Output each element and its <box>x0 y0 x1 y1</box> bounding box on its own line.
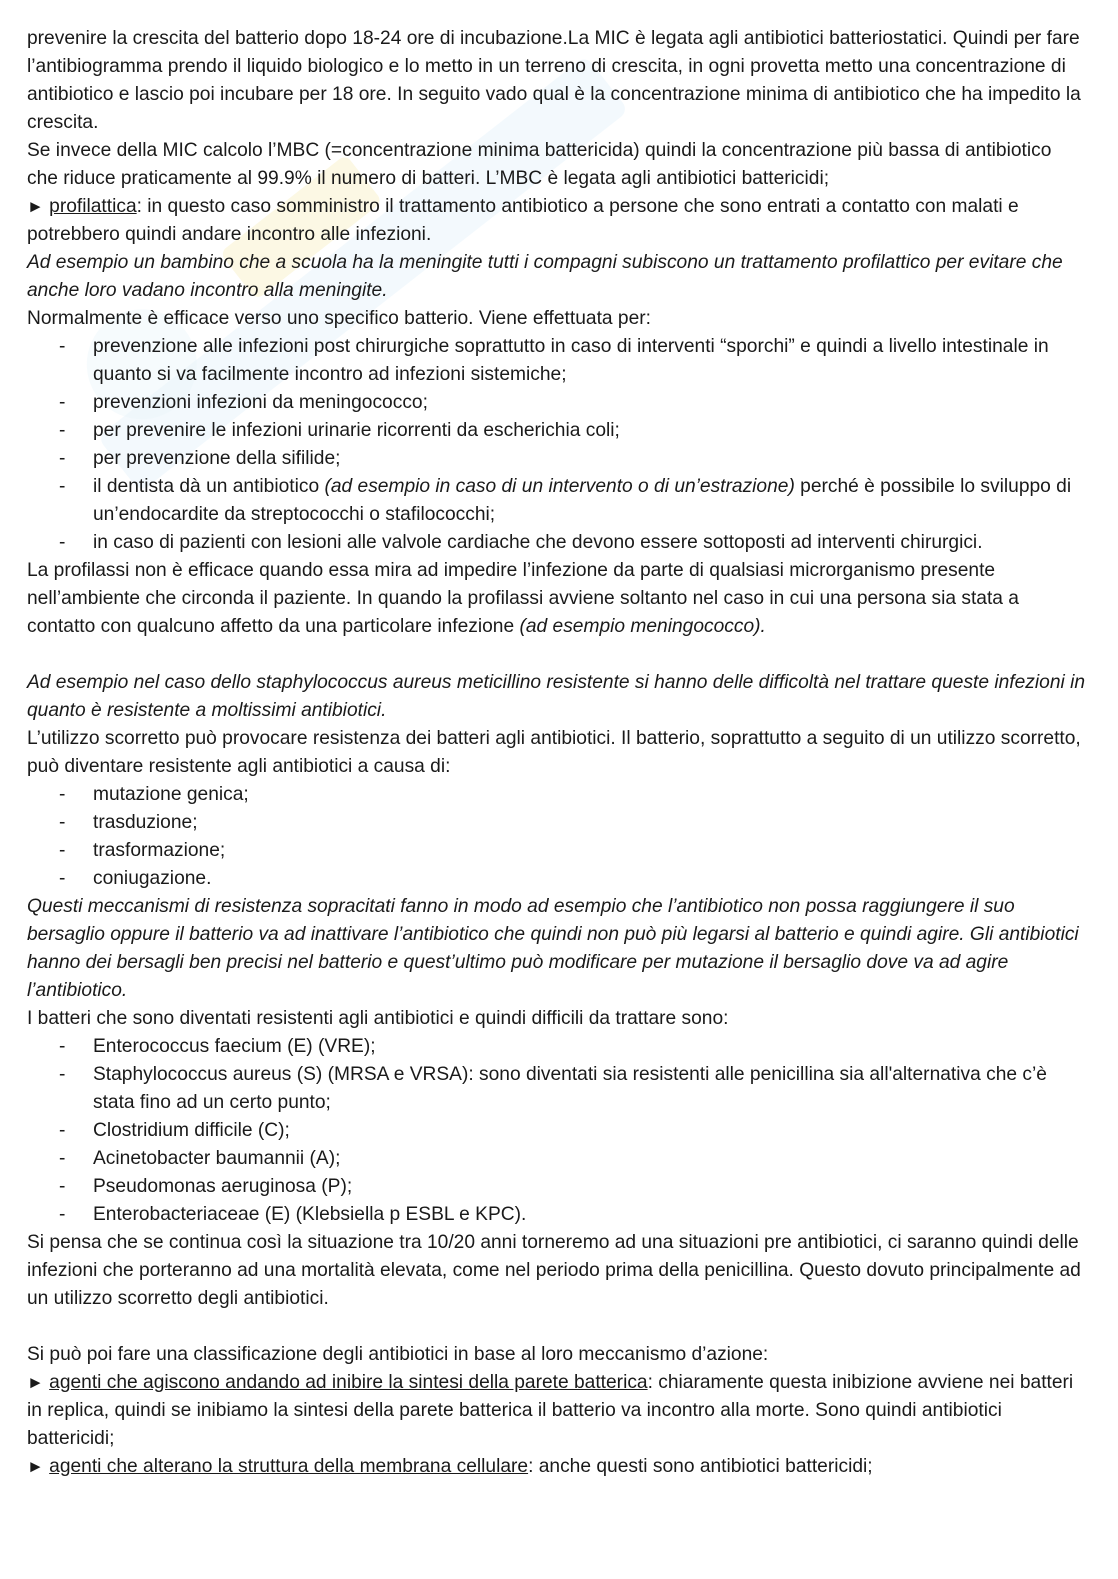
list-item: - Pseudomonas aeruginosa (P); <box>27 1173 1087 1201</box>
list-item: - prevenzioni infezioni da meningococco; <box>27 389 1087 417</box>
paragraph-normalmente: Normalmente è efficace verso uno specifico batterio. Viene effettuata per: <box>27 308 651 329</box>
spacer <box>27 1313 1087 1341</box>
list-profilassi-uses <box>27 333 1087 557</box>
list-item: - Acinetobacter baumannii (A); <box>27 1145 1087 1173</box>
term-agenti-membrana: agenti che alterano la struttura della membrana cellulare <box>49 1456 529 1477</box>
list-item-text: il dentista dà un antibiotico <box>93 476 325 497</box>
list-item: - Clostridium difficile (C); <box>27 1117 1087 1145</box>
profilassi-italic: (ad esempio meningococco). <box>519 616 766 637</box>
list-item-text: perché è possibile lo sviluppo di un’endocardite da streptococchi o stafilococchi; <box>93 476 1072 525</box>
list-resistant-bacteria <box>27 1033 1087 1229</box>
paragraph-mbc: Se invece della MIC calcolo l’MBC (=concentrazione minima battericida) quindi la concentrazione più bassa di antibiotico che riduce praticamente al 99.9% il numero di batteri. L’MBC è legata agli antibiotici battericidi; <box>27 140 1052 189</box>
example-meningite: Ad esempio un bambino che a scuola ha la meningite tutti i compagni subiscono un trattamento profilattico per evitare che anche loro vadano incontro alla meningite. <box>27 252 1063 301</box>
list-item: - trasformazione; <box>27 837 1087 865</box>
list-item: - Staphylococcus aureus (S) (MRSA e VRSA): sono diventati sia resistenti alle penicillina sia all'alternativa che c’è stata fino ad un certo punto; <box>27 1061 1087 1117</box>
list-item <box>27 473 1087 529</box>
arrow-bullet-icon: ► <box>27 1373 44 1392</box>
list-item: - in caso di pazienti con lesioni alle valvole cardiache che devono essere sottoposti ad interventi chirurgici. <box>27 529 1087 557</box>
list-item: - coniugazione. <box>27 865 1087 893</box>
list-resistance-causes <box>27 781 1087 893</box>
arrow-bullet-icon: ► <box>27 197 44 216</box>
paragraph-pensa: Si pensa che se continua così la situazione tra 10/20 anni torneremo ad una situazioni pre antibiotici, ci saranno quindi delle infezioni che porteranno ad una mortalità elevata, come nel periodo prima della penicillina. Questo dovuto principalmente ad un utilizzo scorretto degli antibiotici. <box>27 1232 1081 1309</box>
arrow-bullet-icon: ► <box>27 1457 44 1476</box>
list-item: - per prevenire le infezioni urinarie ricorrenti da escherichia coli; <box>27 417 1087 445</box>
spacer <box>27 641 1087 669</box>
list-item: - mutazione genica; <box>27 781 1087 809</box>
list-item: - per prevenzione della sifilide; <box>27 445 1087 473</box>
list-item-italic: (ad esempio in caso di un intervento o di un’estrazione) <box>324 476 795 497</box>
document-page <box>27 25 1087 1481</box>
term-agenti-parete: agenti che agiscono andando ad inibire la sintesi della parete batterica <box>49 1372 648 1393</box>
paragraph-meccanismi: Questi meccanismi di resistenza sopracitati fanno in modo ad esempio che l’antibiotico non possa raggiungere il suo bersaglio oppure il batterio va ad inattivare l’antibiotico che quindi non può più legarsi al batterio e quindi agire. Gli antibiotici hanno dei bersagli ben precisi nel batterio e quest’ultimo può modificare per mutazione il bersaglio dove va ad agire l’antibiotico. <box>27 896 1079 1001</box>
term-profilattica: profilattica <box>49 196 137 217</box>
paragraph-utilizzo: L’utilizzo scorretto può provocare resistenza dei batteri agli antibiotici. Il batterio, soprattutto a seguito di un utilizzo scorretto, può diventare resistente agli antibiotici a causa di: <box>27 728 1081 777</box>
paragraph-agenti-membrana <box>27 1453 1087 1481</box>
list-item: - prevenzione alle infezioni post chirurgiche soprattutto in caso di interventi “sporchi” e quindi a livello intestinale in quanto si va facilmente incontro ad infezioni sistemiche; <box>27 333 1087 389</box>
paragraph-profilattica <box>27 193 1087 249</box>
agenti-parete-text: : chiaramente questa inibizione avviene nei batteri in replica, quindi se inibiamo la sintesi della parete batterica il batterio va incontro alla morte. Sono quindi antibiotici battericidi; <box>27 1372 1074 1449</box>
paragraph-profilassi <box>27 557 1087 641</box>
profilattica-text: : in questo caso somministro il trattamento antibiotico a persone che sono entrati a contatto con malati e potrebbero quindi andare incontro alle infezioni. <box>27 196 1019 245</box>
paragraph-batteri: I batteri che sono diventati resistenti agli antibiotici e quindi difficili da trattare sono: <box>27 1008 729 1029</box>
profilassi-text: La profilassi non è efficace quando essa mira ad impedire l’infezione da parte di qualsiasi microrganismo presente nell’ambiente che circonda il paziente. In quando la profilassi avviene soltanto nel caso in cui una persona sia stata a contatto con qualcuno affetto da una particolare infezione <box>27 560 1019 637</box>
paragraph-classificazione: Si può poi fare una classificazione degli antibiotici in base al loro meccanismo d’azione: <box>27 1344 769 1365</box>
list-item: - trasduzione; <box>27 809 1087 837</box>
example-staph: Ad esempio nel caso dello staphylococcus aureus meticillino resistente si hanno delle difficoltà nel trattare queste infezioni in quanto è resistente a moltissimi antibiotici. <box>27 672 1086 721</box>
paragraph-mic: prevenire la crescita del batterio dopo 18-24 ore di incubazione.La MIC è legata agli antibiotici batteriostatici. Quindi per fare l’antibiogramma prendo il liquido biologico e lo metto in un terreno di crescita, in ogni provetta metto una concentrazione di antibiotico e lascio poi incubare per 18 ore. In seguito vado qual è la concentrazione minima di antibiotico che ha impedito la crescita. <box>27 28 1081 133</box>
list-item: - Enterobacteriaceae (E) (Klebsiella p ESBL e KPC). <box>27 1201 1087 1229</box>
agenti-membrana-text: : anche questi sono antibiotici battericidi; <box>528 1456 873 1477</box>
list-item: - Enterococcus faecium (E) (VRE); <box>27 1033 1087 1061</box>
paragraph-agenti-parete <box>27 1369 1087 1453</box>
